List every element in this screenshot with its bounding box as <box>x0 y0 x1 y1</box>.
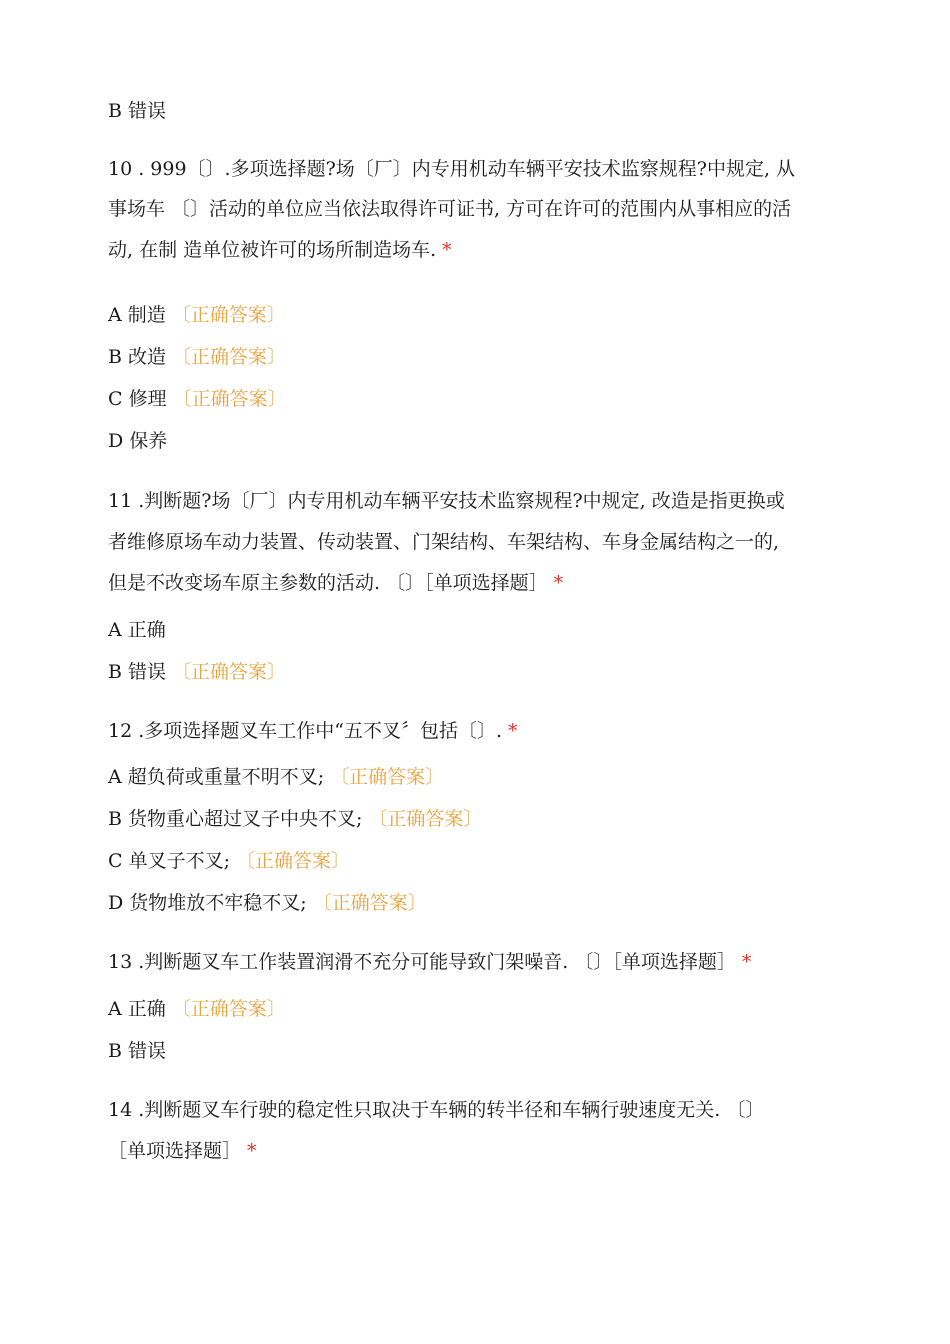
q13-text-line1: 13 .判断题叉车工作装置润滑不充分可能导致门架噪音. 〔〕［单项选择题］ * <box>108 951 752 973</box>
option-b-prev: B 错误 <box>108 100 167 122</box>
correct-answer-mark: 〔正确答案〕 <box>172 661 287 683</box>
correct-answer-mark: 〔正确答案〕 <box>330 766 445 788</box>
required-asterisk: * <box>247 1140 257 1162</box>
correct-answer-mark: 〔正确答案〕 <box>171 304 286 326</box>
correct-answer-mark: 〔正确答案〕 <box>172 346 287 368</box>
required-asterisk: * <box>741 951 752 973</box>
q11-text-line1: 11 .判断题?场〔厂〕内专用机动车辆平安技术监察规程?中规定, 改造是指更换或 <box>108 490 785 512</box>
q12-text-line1: 12 .多项选择题叉车工作中“五不叉〞包括〔〕. * <box>108 720 518 742</box>
correct-answer-mark: 〔正确答案〕 <box>368 808 483 830</box>
q11-option-b[interactable]: B 错误 〔正确答案〕 <box>108 661 287 683</box>
q12-option-c[interactable]: C 单叉子不叉; 〔正确答案〕 <box>108 850 350 872</box>
correct-answer-mark: 〔正确答案〕 <box>171 998 286 1020</box>
q11-text-line2: 者维修原场车动力装置、传动装置、门架结构、车架结构、车身金属结构之一的, <box>108 531 780 553</box>
q13-option-a[interactable]: A 正确 〔正确答案〕 <box>108 998 286 1020</box>
q12-option-b[interactable]: B 货物重心超过叉子中央不叉; 〔正确答案〕 <box>108 808 483 830</box>
q10-text-line3: 动, 在制 造单位被许可的场所制造场车. * <box>108 239 452 261</box>
required-asterisk: * <box>553 572 564 594</box>
q12-option-a[interactable]: A 超负荷或重量不明不叉; 〔正确答案〕 <box>108 766 445 788</box>
q12-option-d[interactable]: D 货物堆放不牢稳不叉; 〔正确答案〕 <box>108 892 427 914</box>
q14-text-line1: 14 .判断题叉车行驶的稳定性只取决于车辆的转半径和车辆行驶速度无关. 〔〕 <box>108 1099 765 1121</box>
q10-option-d[interactable]: D 保养 <box>108 430 168 452</box>
q14-text-line2: ［单项选择题］ * <box>108 1140 257 1162</box>
q10-text-line2: 事场车 〔〕活动的单位应当依法取得许可证书, 方可在许可的范围内从事相应的活 <box>108 198 792 220</box>
q10-option-a[interactable]: A 制造 〔正确答案〕 <box>108 304 286 326</box>
required-asterisk: * <box>508 720 518 742</box>
required-asterisk: * <box>442 239 452 261</box>
q11-option-a[interactable]: A 正确 <box>108 619 166 641</box>
q10-text-line1: 10 . 999〔〕.多项选择题?场〔厂〕内专用机动车辆平安技术监察规程?中规定, 从 <box>108 158 796 180</box>
q11-text-line3: 但是不改变场车原主参数的活动. 〔〕［单项选择题］ * <box>108 572 564 594</box>
q10-option-c[interactable]: C 修理 〔正确答案〕 <box>108 388 287 410</box>
q13-option-b[interactable]: B 错误 <box>108 1040 167 1062</box>
correct-answer-mark: 〔正确答案〕 <box>312 892 427 914</box>
q10-option-b[interactable]: B 改造 〔正确答案〕 <box>108 346 287 368</box>
correct-answer-mark: 〔正确答案〕 <box>235 850 350 872</box>
correct-answer-mark: 〔正确答案〕 <box>172 388 287 410</box>
